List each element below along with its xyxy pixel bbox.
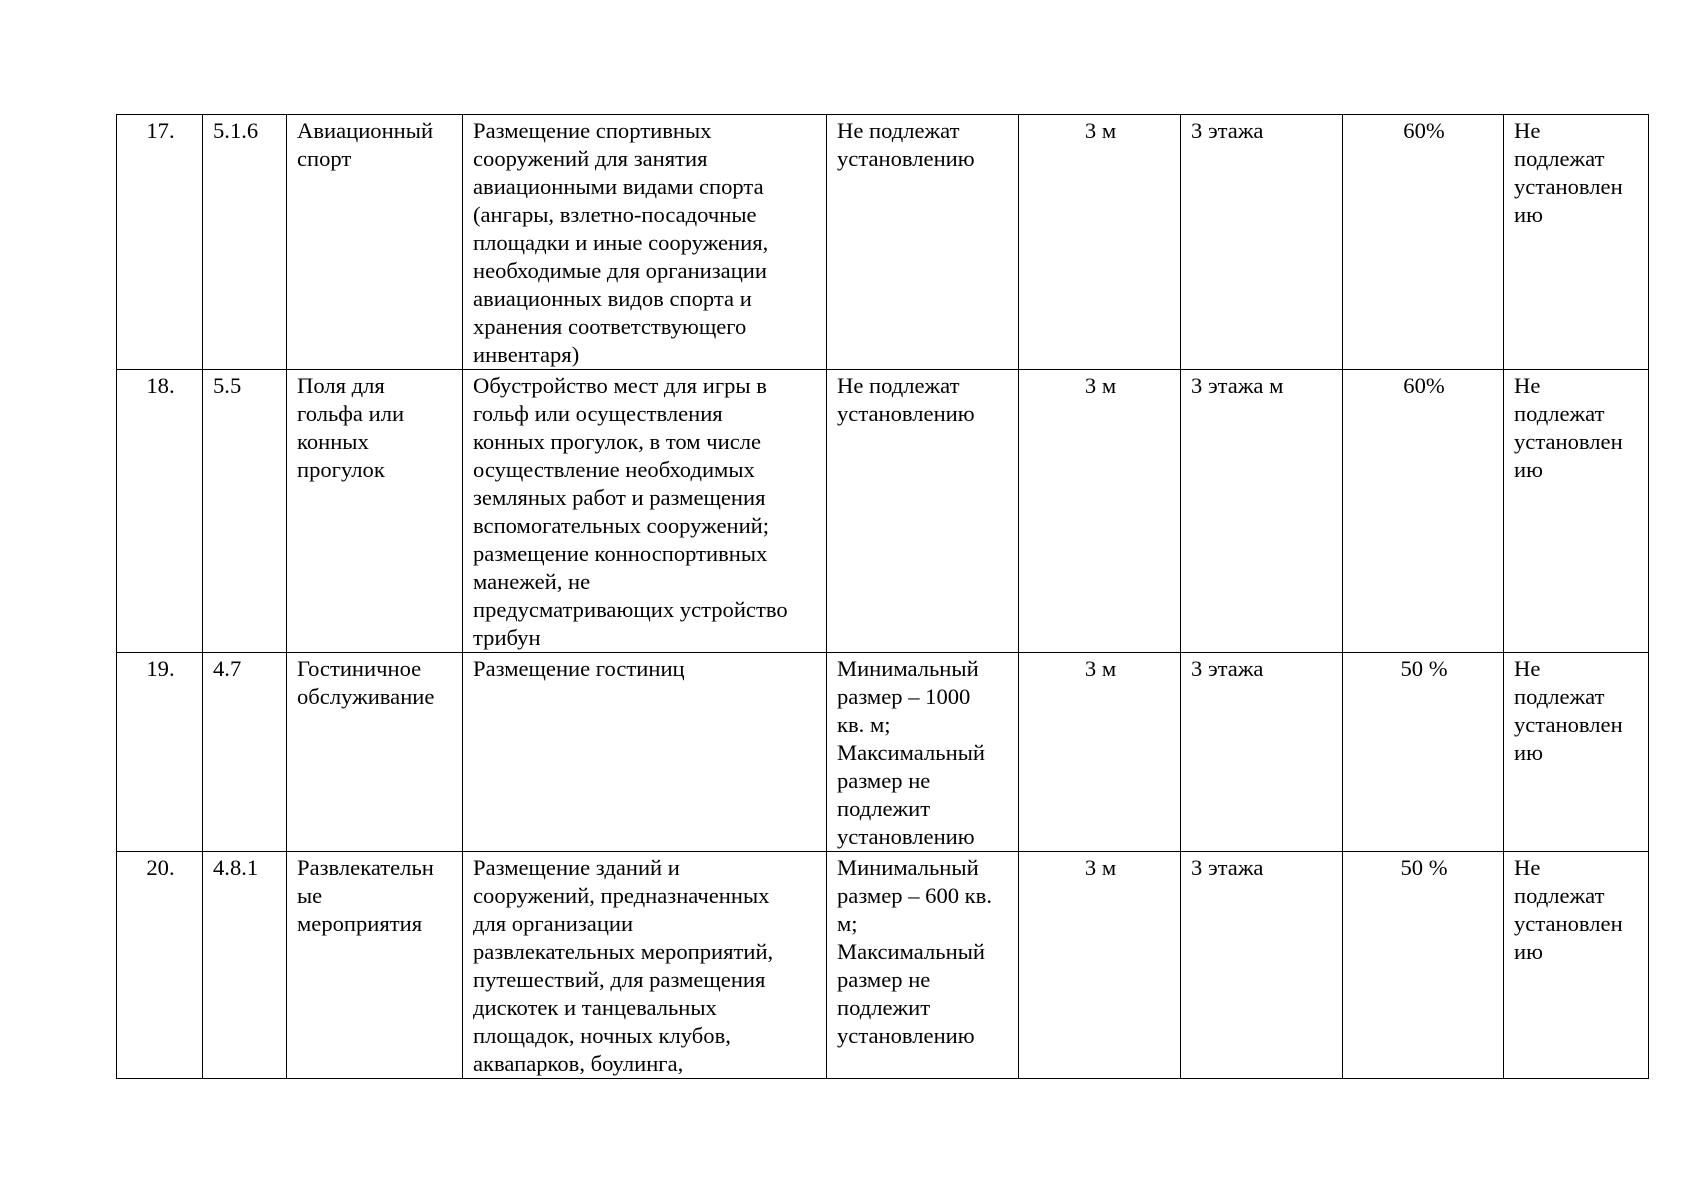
text-line: Размещение спортивных — [473, 118, 712, 143]
text-line: предусматривающих устройство — [473, 597, 788, 622]
coverage: 60% — [1343, 370, 1504, 653]
text-line: аквапарков, боулинга, — [473, 1051, 684, 1076]
plot-size — [827, 653, 1019, 852]
coverage: 60% — [1343, 115, 1504, 370]
floors: 3 этажа — [1181, 852, 1343, 1079]
text-line: установлен — [1514, 911, 1623, 936]
text-line: Не — [1514, 118, 1541, 143]
text-line: размер не — [837, 768, 931, 793]
text-line: Минимальный — [837, 855, 979, 880]
use-description — [463, 115, 827, 370]
text-line: конных прогулок, в том числе — [473, 429, 762, 454]
text-line: подлежат — [1514, 883, 1605, 908]
text-line: Не — [1514, 373, 1541, 398]
text-line: Не — [1514, 656, 1541, 681]
text-line: размер – 600 кв. — [837, 883, 992, 908]
text-line: Развлекательн — [297, 855, 434, 880]
text-line: для организации — [473, 911, 634, 936]
text-line: осуществление необходимых — [473, 457, 755, 482]
row-number: 18. — [117, 370, 203, 653]
text-line: подлежит — [837, 796, 931, 821]
text-line: ию — [1514, 202, 1543, 227]
text-line: авиационных видов спорта и — [473, 286, 752, 311]
use-description — [463, 852, 827, 1079]
text-line: обслуживание — [297, 684, 435, 709]
text-line: размер не — [837, 967, 931, 992]
text-line: размер – 1000 — [837, 684, 971, 709]
other-params — [1504, 852, 1649, 1079]
use-code: 4.8.1 — [203, 852, 287, 1079]
text-line: инвентаря) — [473, 342, 580, 367]
plot-size — [827, 115, 1019, 370]
setback: 3 м — [1019, 370, 1181, 653]
text-line: подлежат — [1514, 401, 1605, 426]
text-line: ию — [1514, 740, 1543, 765]
text-line: конных — [297, 429, 369, 454]
text-line: сооружений для занятия — [473, 146, 708, 171]
text-line: Максимальный — [837, 740, 985, 765]
text-line: хранения соответствующего — [473, 314, 747, 339]
text-line: (ангары, взлетно-посадочные — [473, 202, 757, 227]
text-line: Гостиничное — [297, 656, 422, 681]
text-line: дискотек и танцевальных — [473, 995, 717, 1020]
text-line: Размещение гостиниц — [473, 656, 685, 681]
use-description — [463, 653, 827, 852]
land-use-table — [116, 114, 1649, 1079]
text-line: подлежат — [1514, 684, 1605, 709]
text-line: вспомогательных сооружений; — [473, 513, 770, 538]
text-line: гольф или осуществления — [473, 401, 723, 426]
text-line: земляных работ и размещения — [473, 485, 766, 510]
floors: 3 этажа м — [1181, 370, 1343, 653]
setback: 3 м — [1019, 852, 1181, 1079]
text-line: установлен — [1514, 429, 1623, 454]
text-line: Максимальный — [837, 939, 985, 964]
text-line: спорт — [297, 146, 352, 171]
text-line: необходимые для организации — [473, 258, 767, 283]
text-line: ию — [1514, 457, 1543, 482]
text-line: Не подлежат — [837, 373, 960, 398]
setback: 3 м — [1019, 653, 1181, 852]
use-code: 5.5 — [203, 370, 287, 653]
text-line: площадок, ночных клубов, — [473, 1023, 731, 1048]
text-line: Обустройство мест для игры в — [473, 373, 767, 398]
use-code: 4.7 — [203, 653, 287, 852]
text-line: ию — [1514, 939, 1543, 964]
use-name — [287, 852, 463, 1079]
setback: 3 м — [1019, 115, 1181, 370]
text-line: развлекательных мероприятий, — [473, 939, 774, 964]
table-row — [117, 370, 1649, 653]
text-line: м; — [837, 911, 858, 936]
text-line: размещение конноспортивных — [473, 541, 768, 566]
text-line: сооружений, предназначенных — [473, 883, 770, 908]
text-line: Поля для — [297, 373, 385, 398]
use-description — [463, 370, 827, 653]
text-line: подлежит — [837, 995, 931, 1020]
coverage: 50 % — [1343, 852, 1504, 1079]
other-params — [1504, 115, 1649, 370]
use-name — [287, 115, 463, 370]
text-line: прогулок — [297, 457, 385, 482]
text-line: манежей, не — [473, 569, 591, 594]
table-body — [117, 115, 1649, 1079]
use-code: 5.1.6 — [203, 115, 287, 370]
text-line: установлению — [837, 824, 975, 849]
table-row — [117, 852, 1649, 1079]
row-number: 20. — [117, 852, 203, 1079]
floors: 3 этажа — [1181, 115, 1343, 370]
text-line: Минимальный — [837, 656, 979, 681]
text-line: авиационными видами спорта — [473, 174, 764, 199]
text-line: подлежат — [1514, 146, 1605, 171]
text-line: установлению — [837, 1023, 975, 1048]
text-line: мероприятия — [297, 911, 423, 936]
text-line: ые — [297, 883, 323, 908]
table-row — [117, 653, 1649, 852]
plot-size — [827, 370, 1019, 653]
text-line: Размещение зданий и — [473, 855, 680, 880]
text-line: площадки и иные сооружения, — [473, 230, 769, 255]
coverage: 50 % — [1343, 653, 1504, 852]
other-params — [1504, 370, 1649, 653]
use-name — [287, 653, 463, 852]
floors: 3 этажа — [1181, 653, 1343, 852]
plot-size — [827, 852, 1019, 1079]
row-number: 19. — [117, 653, 203, 852]
table-row — [117, 115, 1649, 370]
text-line: Не — [1514, 855, 1541, 880]
text-line: кв. м; — [837, 712, 891, 737]
text-line: Авиационный — [297, 118, 434, 143]
text-line: установлен — [1514, 712, 1623, 737]
text-line: гольфа или — [297, 401, 405, 426]
text-line: Не подлежат — [837, 118, 960, 143]
text-line: установлению — [837, 401, 975, 426]
use-name — [287, 370, 463, 653]
text-line: установлен — [1514, 174, 1623, 199]
text-line: установлению — [837, 146, 975, 171]
row-number: 17. — [117, 115, 203, 370]
text-line: путешествий, для размещения — [473, 967, 766, 992]
text-line: трибун — [473, 625, 541, 650]
other-params — [1504, 653, 1649, 852]
